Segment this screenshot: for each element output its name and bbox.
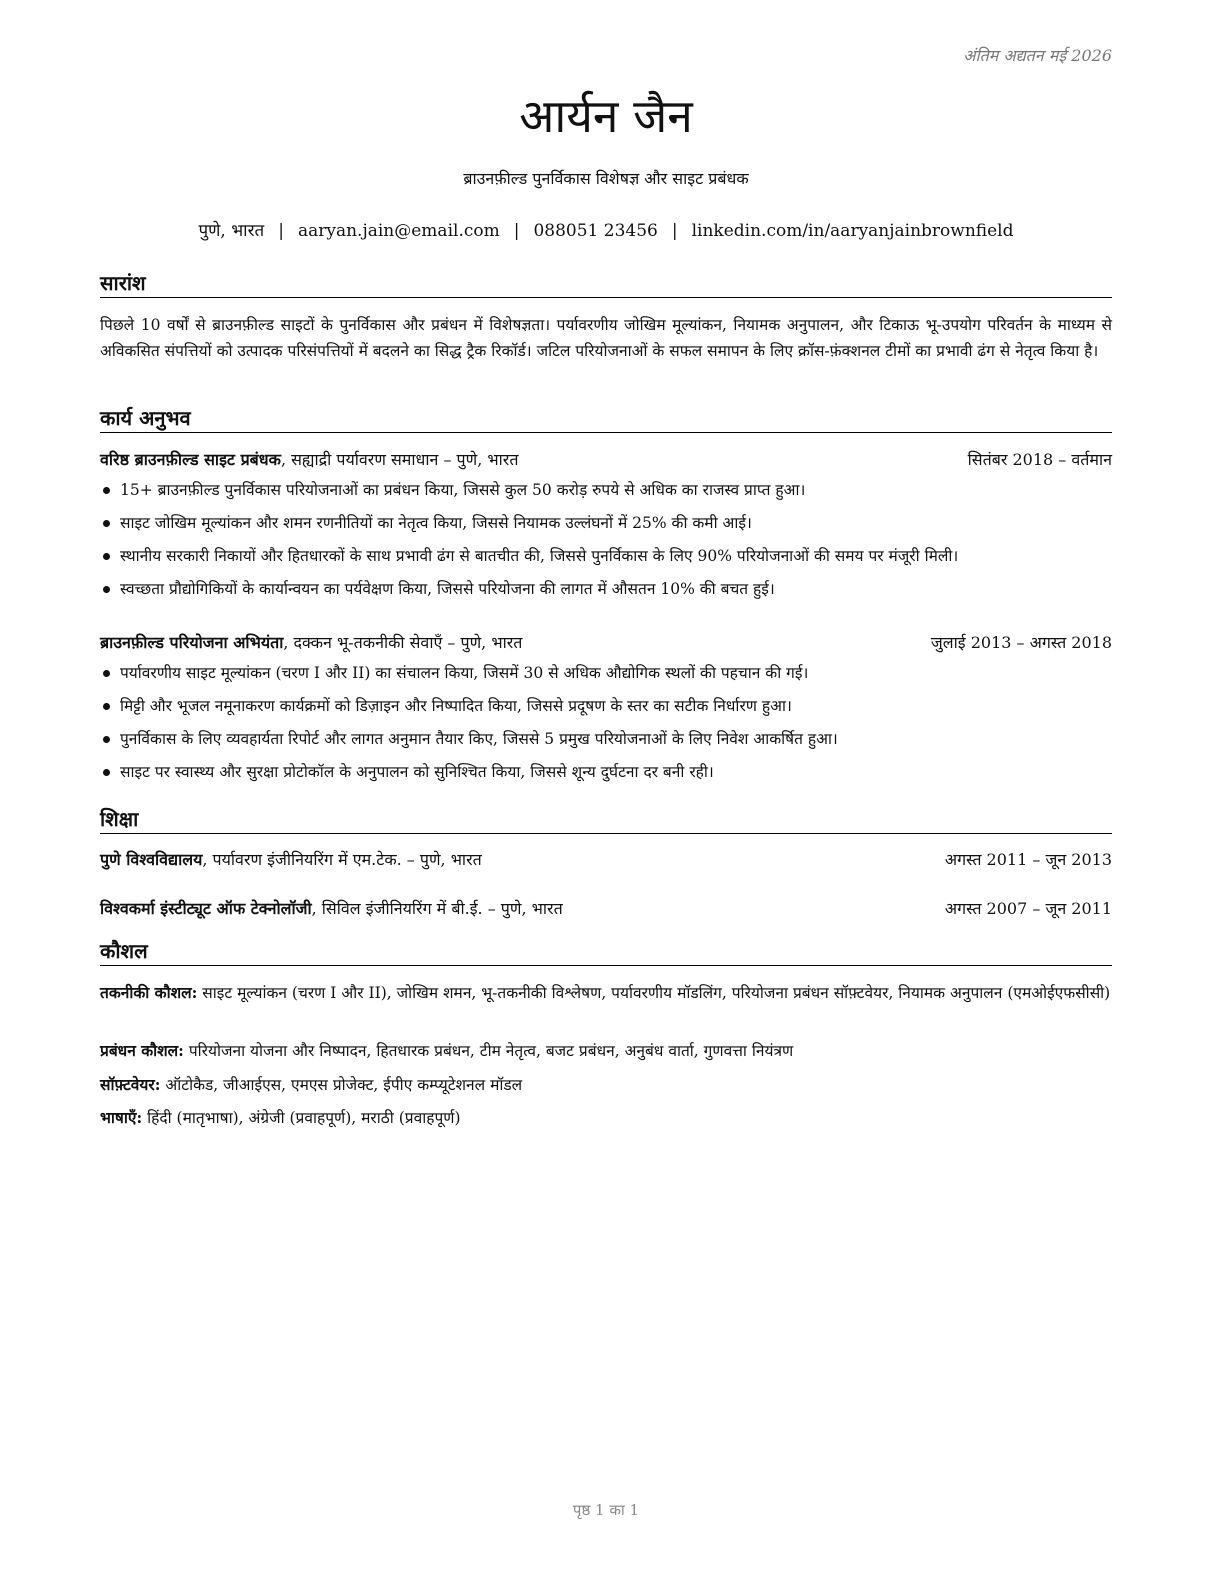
candidate-name: आर्यन जैन [519,89,693,143]
job-dates: जुलाई 2013 – अगस्त 2018 [930,633,1112,652]
bullet-text: स्थानीय सरकारी निकायों और हितधारकों के साथ प्रभावी ढंग से बातचीत की, जिससे पुनर्विकास के लिए 90% परियोजनाओं की समय पर मंजूरी मिली। [120,547,959,565]
list-item [100,760,1112,793]
contact-line [100,218,1112,244]
list-item [100,694,1112,727]
skill-label: सॉफ़्टवेयर: [100,1075,161,1094]
skill-value: ऑटोकैड, जीआईएस, एमएस प्रोजेक्ट, ईपीए कम्प्यूटेशनल मॉडल [160,1076,523,1094]
contact-linkedin[interactable]: linkedin.com/in/aaryanjainbrownfield [691,221,1014,241]
bullet-text: पर्यावरणीय साइट मूल्यांकन (चरण I और II) का संचालन किया, जिसमें 30 से अधिक औद्योगिक स्थलों की पहचान की गई। [120,664,809,682]
list-item [100,661,1112,694]
bullet-text: साइट जोखिम मूल्यांकन और शमन रणनीतियों का नेतृत्व किया, जिससे नियामक उल्लंघनों में 25% की कमी आई। [120,514,752,532]
job-bullets [100,478,1112,610]
education-dates: अगस्त 2011 – जून 2013 [944,850,1112,869]
resume-page [100,0,1112,1584]
contact-separator: | [513,221,520,241]
contact-location: पुणे, भारत [198,221,265,241]
job-title: ब्राउनफ़ील्ड परियोजना अभियंता [100,633,284,652]
contact-email[interactable]: aaryan.jain@email.com [297,221,500,241]
skill-line [100,1039,1112,1063]
section-title-experience: कार्य अनुभव [100,404,1112,433]
job-org: , सह्याद्री पर्यावरण समाधान – पुणे, भारत [280,450,519,469]
bullet-icon [103,553,110,560]
education-detail: , पर्यावरण इंजीनियरिंग में एम.टेक. – पुणे, भारत [202,850,482,869]
contact-phone[interactable]: 088051 23456 [533,221,658,241]
summary-text: पिछले 10 वर्षों से ब्राउनफ़ील्ड साइटों के पुनर्विकास और प्रबंधन में विशेषज्ञता। पर्यावरणीय जोखिम मूल्यांकन, नियामक अनुपालन, और टिकाऊ भू-उपयोग परिवर्तन के माध्यम से अविकसित संपत्तियों को उत्पादक परिसंपत्तियों में बदलने का सिद्ध ट्रैक रिकॉर्ड। जटिल परियोजनाओं के सफल समापन के लिए क्रॉस-फ़ंक्शनल टीमों का प्रभावी ढंग से नेतृत्व किया है। [100,316,1112,360]
job-title-org [100,448,518,472]
job-title: वरिष्ठ ब्राउनफ़ील्ड साइट प्रबंधक [100,450,281,469]
job-dates: सितंबर 2018 – वर्तमान [967,450,1112,469]
bullet-text: 15+ ब्राउनफ़ील्ड पुनर्विकास परियोजनाओं का प्रबंधन किया, जिससे कुल 50 करोड़ रुपये से अधिक का राजस्व प्राप्त हुआ। [120,481,806,499]
contact-separator: | [671,221,678,241]
education-dates: अगस्त 2007 – जून 2011 [944,899,1112,918]
bullet-icon [103,520,110,527]
contact-separator: | [278,221,284,241]
list-item [100,478,1112,511]
education-school: पुणे विश्वविद्यालय [100,850,203,869]
bullet-icon [103,586,110,593]
job-org: , दक्कन भू-तकनीकी सेवाएँ – पुणे, भारत [283,633,523,652]
skill-value: हिंदी (मातृभाषा), अंग्रेजी (प्रवाहपूर्ण), मराठी (प्रवाहपूर्ण) [142,1109,461,1127]
section-title-summary: सारांश [100,269,1112,298]
list-item [100,544,1112,577]
skill-line [100,1073,1112,1097]
bullet-text: साइट पर स्वास्थ्य और सुरक्षा प्रोटोकॉल के अनुपालन को सुनिश्चित किया, जिससे शून्य दुर्घटना दर बनी रही। [120,763,714,781]
skill-line [100,981,1112,1005]
bullet-icon [103,703,110,710]
bullet-icon [103,769,110,776]
bullet-text: मिट्टी और भूजल नमूनाकरण कार्यक्रमों को डिज़ाइन और निष्पादित किया, जिससे प्रदूषण के स्तर का सटीक निर्धारण हुआ। [120,697,792,715]
education-school-detail [100,848,482,872]
skill-value: परियोजना योजना और निष्पादन, हितधारक प्रबंधन, टीम नेतृत्व, बजट प्रबंधन, अनुबंध वार्ता, गुणवत्ता नियंत्रण [183,1042,794,1060]
skill-label: तकनीकी कौशल: [100,983,198,1002]
section-title-skills: कौशल [100,937,1112,966]
bullet-icon [103,670,110,677]
education-detail: , सिविल इंजीनियरिंग में बी.ई. – पुणे, भारत [311,899,563,918]
skill-label: भाषाएँ: [100,1108,143,1127]
page-number: पृष्ठ 1 का 1 [572,1501,640,1519]
skill-value: साइट मूल्यांकन (चरण I और II), जोखिम शमन, भू-तकनीकी विश्लेषण, पर्यावरणीय मॉडलिंग, परियोजना प्रबंधन सॉफ़्टवेयर, नियामक अनुपालन (एमओईएफसीसी) [197,984,1111,1002]
list-item [100,577,1112,610]
list-item [100,511,1112,544]
job-title-org [100,631,522,655]
skill-line [100,1106,1112,1130]
education-school: विश्वकर्मा इंस्टीट्यूट ऑफ टेक्नोलॉजी [100,899,312,918]
candidate-headline: ब्राउनफ़ील्ड पुनर्विकास विशेषज्ञ और साइट प्रबंधक [463,169,749,188]
section-title-education: शिक्षा [100,805,1112,834]
bullet-text: स्वच्छता प्रौद्योगिकियों के कार्यान्वयन का पर्यवेक्षण किया, जिससे परियोजना की लागत में औसतन 10% की बचत हुई। [120,580,775,598]
last-updated-note: अंतिम अद्यतन मई 2026 [963,46,1112,65]
education-school-detail [100,897,563,921]
job-bullets [100,661,1112,793]
list-item [100,727,1112,760]
bullet-text: पुनर्विकास के लिए व्यवहार्यता रिपोर्ट और लागत अनुमान तैयार किए, जिससे 5 प्रमुख परियोजनाओं के लिए निवेश आकर्षित हुआ। [120,730,838,748]
bullet-icon [103,487,110,494]
skill-label: प्रबंधन कौशल: [100,1041,184,1060]
bullet-icon [103,736,110,743]
